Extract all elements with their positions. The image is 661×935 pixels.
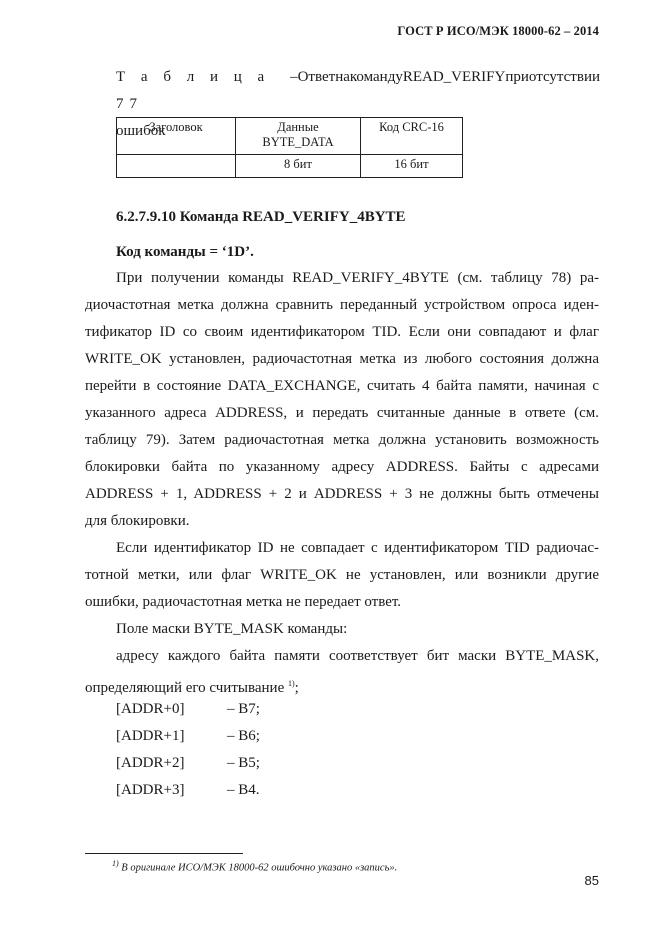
table-77 bbox=[116, 117, 463, 178]
text-line: таблицу 79). Затем радиочастотная метка должна установить возможность bbox=[85, 432, 599, 448]
mask-bit-row bbox=[116, 755, 260, 772]
text-line: для блокировки. bbox=[85, 513, 190, 529]
footnote-divider bbox=[85, 853, 243, 854]
text-line: Поле маски BYTE_MASK команды: bbox=[116, 621, 348, 637]
table-caption-word: отсутствии bbox=[528, 69, 600, 85]
footnote-text: В оригинале ИСО/МЭК 18000-62 ошибочно указано «запись». bbox=[121, 862, 398, 874]
table-caption-word: на bbox=[335, 69, 350, 85]
table-header-cell bbox=[236, 118, 361, 155]
text-line: При получении команды READ_VERIFY_4BYTE (см. таблицу 78) ра- bbox=[116, 270, 599, 286]
mask-bit-row bbox=[116, 728, 260, 745]
table-caption-word: при bbox=[505, 69, 529, 85]
text-line: перейти в состояние DATA_EXCHANGE, считать 4 байта памяти, начиная с bbox=[85, 378, 599, 394]
table-header-cell: Заголовок bbox=[117, 118, 236, 155]
table-header-row bbox=[117, 118, 463, 155]
table-header-line: BYTE_DATA bbox=[262, 135, 334, 149]
mask-bit: – B7; bbox=[227, 701, 260, 717]
footnote-mark: 1) bbox=[112, 859, 119, 868]
text-line: адресу каждого байта памяти соответствует бит маски BYTE_MASK, bbox=[116, 648, 599, 664]
table-caption-dash: – bbox=[290, 69, 298, 85]
mask-bit-row bbox=[116, 701, 260, 718]
table-cell: 16 бит bbox=[361, 155, 463, 178]
footnote bbox=[112, 859, 397, 874]
text-line: диочастотная метка должна сравнить переданный устройством опроса иден- bbox=[85, 297, 599, 313]
table-cell: 8 бит bbox=[236, 155, 361, 178]
table-caption-word: Ответ bbox=[297, 69, 336, 85]
table-caption-line2: ошибок bbox=[116, 123, 166, 139]
mask-bit: – B5; bbox=[227, 755, 260, 771]
mask-addr: [ADDR+0] bbox=[116, 701, 185, 717]
text-line: ошибки, радиочастотная метка не передает ответ. bbox=[85, 594, 402, 610]
table-row bbox=[117, 155, 463, 178]
mask-bit-row bbox=[116, 782, 260, 799]
table-header-cell: Код CRC-16 bbox=[361, 118, 463, 155]
table-caption-label: Т а б л и ц а 77 bbox=[116, 69, 271, 112]
mask-bit: – B4. bbox=[227, 782, 260, 798]
mask-addr: [ADDR+2] bbox=[116, 755, 185, 771]
table-header-line: Данные bbox=[277, 120, 319, 134]
paragraph-3 bbox=[85, 616, 599, 643]
text-line: указанного адреса ADDRESS, и передать считанные данные в ответе (см. bbox=[85, 405, 599, 421]
table-caption-word: READ_VERIFY bbox=[402, 69, 506, 85]
text-line: ADDRESS + 1, ADDRESS + 2 и ADDRESS + 3 не должны быть отмечены bbox=[85, 486, 599, 502]
mask-addr: [ADDR+3] bbox=[116, 782, 185, 798]
text-line: определяющий его считывание $^{1)}$; bbox=[85, 679, 299, 696]
table-caption-word: команду bbox=[349, 69, 403, 85]
page-number: 85 bbox=[584, 873, 599, 888]
paragraph-2 bbox=[85, 535, 599, 616]
command-code: Код команды = ‘1D’. bbox=[116, 244, 254, 260]
text-line: тотной метки, или флаг WRITE_OK не установлен, или возникли другие bbox=[85, 567, 599, 583]
mask-addr: [ADDR+1] bbox=[116, 728, 185, 744]
paragraph-1 bbox=[85, 265, 599, 535]
running-header: ГОСТ Р ИСО/МЭК 18000-62 – 2014 bbox=[397, 24, 599, 38]
section-heading: 6.2.7.9.10 Команда READ_VERIFY_4BYTE bbox=[116, 209, 406, 225]
text-line: блокировки байта по указанному адресу ADDRESS. Байты с адресами bbox=[85, 459, 599, 475]
paragraph-4 bbox=[85, 643, 599, 702]
text-line: Если идентификатор ID не совпадает с идентификатором TID радиочас- bbox=[116, 540, 599, 556]
text-line: тификатор ID со своим идентификатором TID. Если они совпадают и флаг bbox=[85, 324, 599, 340]
footnote-ref: 1) bbox=[287, 679, 295, 688]
table-cell bbox=[117, 155, 236, 178]
text-line: WRITE_OK установлен, радиочастотная метка из любого состояния должна bbox=[85, 351, 599, 367]
mask-bit: – B6; bbox=[227, 728, 260, 744]
